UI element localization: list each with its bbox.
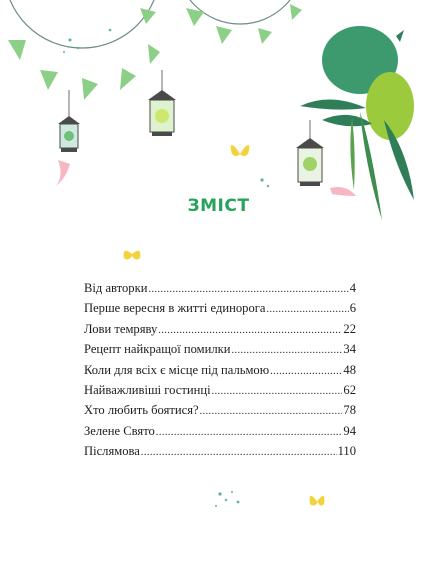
toc-entry-page: 22 [343, 321, 356, 336]
toc-entry[interactable] [84, 342, 356, 362]
toc-entry[interactable] [84, 281, 356, 301]
toc-entry-page: 6 [349, 301, 356, 316]
toc-entry[interactable] [84, 363, 356, 383]
toc-entry-page: 110 [337, 444, 356, 459]
bottom-decoration [180, 480, 340, 530]
butterfly-icon [310, 496, 325, 506]
toc-entry[interactable] [84, 444, 356, 464]
toc-leader-dots [270, 366, 342, 377]
toc-entry-page: 78 [343, 403, 356, 418]
toc-entry-title: Хто любить боятися? [84, 403, 199, 418]
table-of-contents [84, 281, 356, 465]
toc-leader-dots [212, 386, 343, 397]
toc-entry-page: 34 [343, 342, 356, 357]
garland-left [4, 0, 160, 100]
toc-entry-page: 4 [349, 281, 356, 295]
butterfly-icon [120, 244, 144, 264]
lantern-icon [56, 90, 80, 186]
toc-entry-title: Коли для всіх є місце під пальмою [84, 362, 270, 377]
toc-leader-dots [148, 284, 348, 295]
toc-entry[interactable] [84, 403, 356, 423]
lantern-icon [148, 70, 176, 136]
toc-leader-dots [156, 427, 343, 438]
butterfly-icon [231, 145, 250, 156]
toc-entry-page: 48 [343, 362, 356, 377]
toc-entry-page: 94 [343, 423, 356, 438]
toc-entry[interactable] [84, 383, 356, 403]
toc-leader-dots [200, 406, 343, 417]
toc-entry-title: Від авторки [84, 281, 148, 295]
toc-entry-page: 62 [343, 382, 356, 397]
toc-entry[interactable] [84, 424, 356, 444]
toc-entry-title: Лови темряву [84, 321, 158, 336]
toc-entry-title: Найважливіші гостинці [84, 382, 211, 397]
toc-entry-title: Рецепт найкращої помилки [84, 342, 231, 357]
toc-entry-title: Післямова [84, 444, 140, 459]
toc-entry[interactable] [84, 301, 356, 321]
toc-leader-dots [232, 345, 343, 356]
toc-entry-title: Перше вересня в житті единорога [84, 301, 266, 316]
garland-right [176, 0, 304, 44]
header-illustration [0, 0, 437, 260]
lantern-icon [296, 120, 356, 196]
toc-leader-dots [141, 447, 337, 458]
toc-entry-title: Зелене Свято [84, 423, 155, 438]
page-title: ЗМІСТ [187, 196, 250, 216]
toc-entry[interactable] [84, 322, 356, 342]
toc-leader-dots [158, 325, 342, 336]
toc-leader-dots [267, 304, 349, 315]
